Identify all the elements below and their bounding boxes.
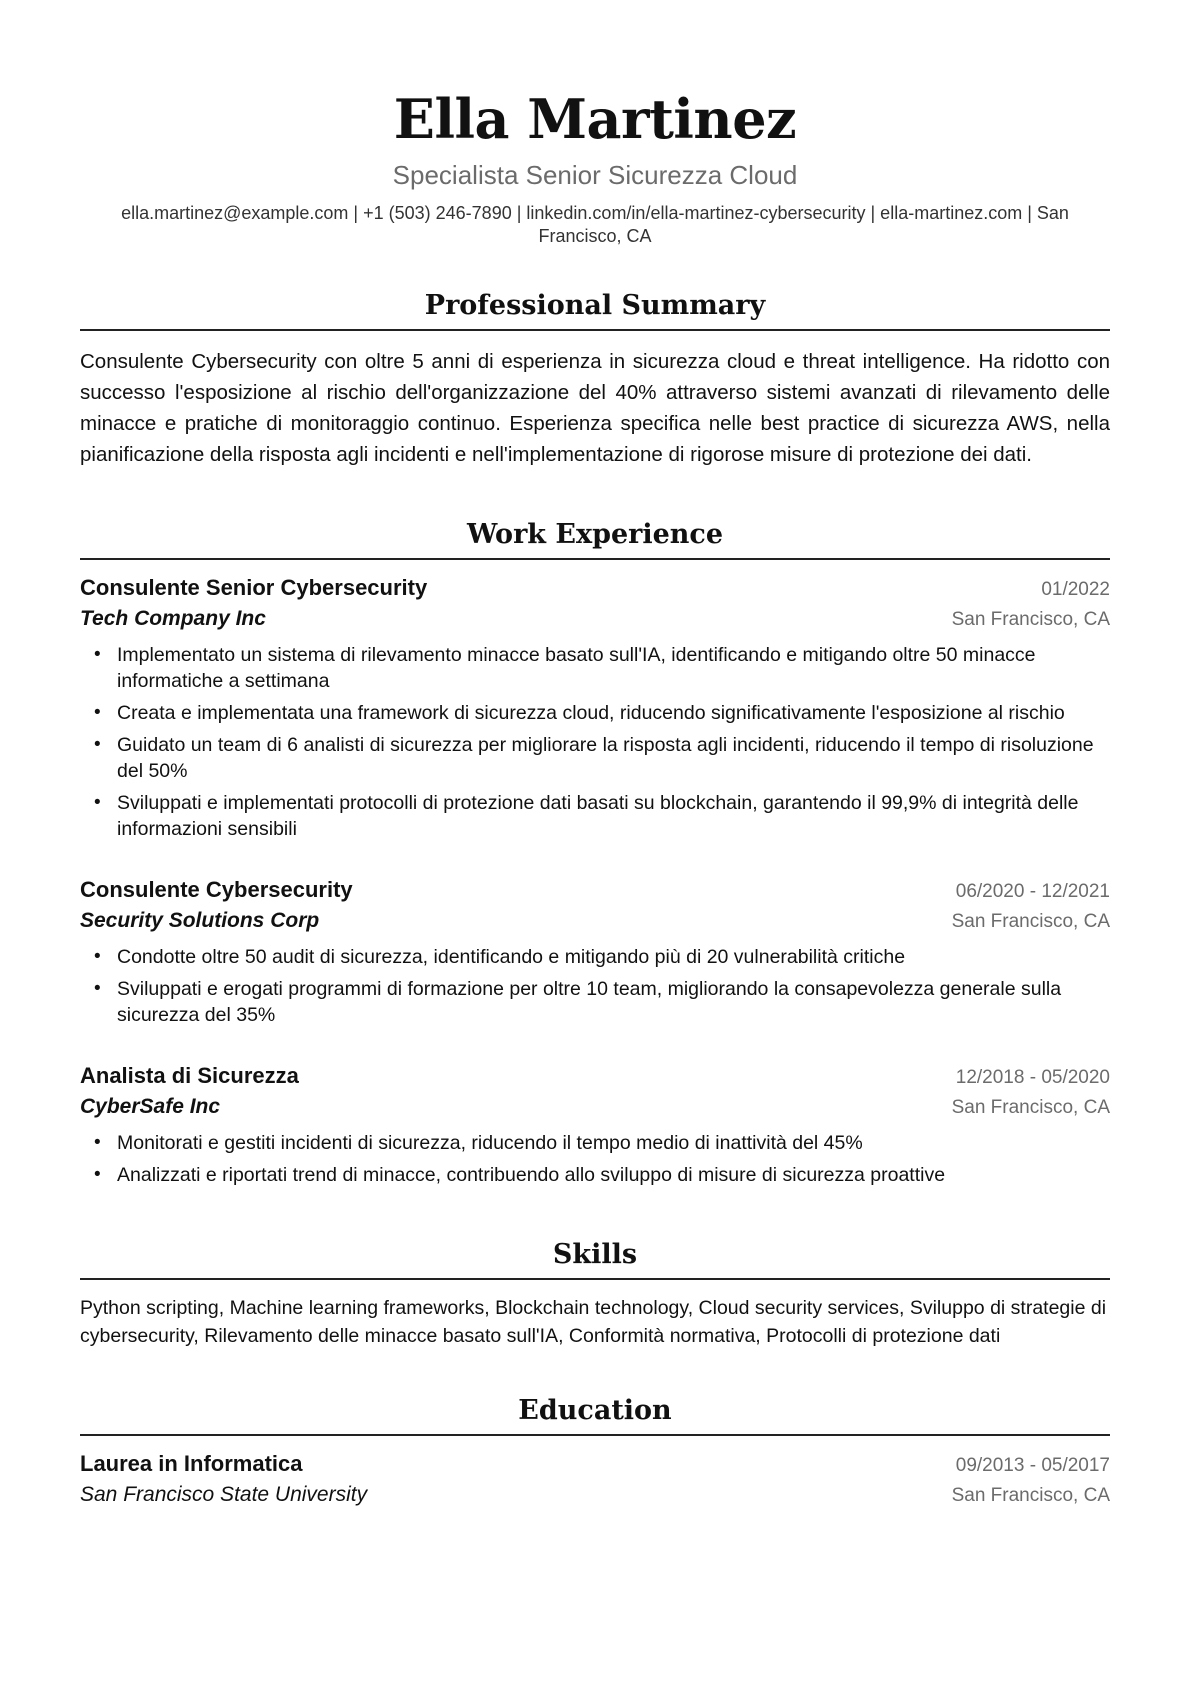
job-bullets bbox=[80, 944, 1110, 1028]
skills-section bbox=[80, 1238, 1110, 1350]
job-date: 12/2018 - 05/2020 bbox=[955, 1067, 1110, 1088]
education-school: San Francisco State University bbox=[80, 1483, 368, 1506]
education-divider bbox=[80, 1434, 1110, 1436]
job-location: San Francisco, CA bbox=[951, 609, 1110, 630]
job-title: Consulente Cybersecurity bbox=[80, 877, 353, 902]
job-date: 01/2022 bbox=[1041, 579, 1110, 600]
job-subheader bbox=[80, 1092, 1110, 1122]
skills-heading: Skills bbox=[552, 1239, 638, 1270]
job-location: San Francisco, CA bbox=[951, 1097, 1110, 1118]
list-item: • Sviluppati e implementati protocolli di protezione dati basati su blockchain, garantendo il 99,9% di integrità delle informazioni sensibili bbox=[80, 790, 1110, 842]
education-header bbox=[80, 1450, 1110, 1480]
job-bullets bbox=[80, 642, 1110, 842]
job-header bbox=[80, 876, 1110, 906]
education-subheader bbox=[80, 1480, 1110, 1510]
job-entry bbox=[80, 1062, 1110, 1188]
job-location: San Francisco, CA bbox=[951, 911, 1110, 932]
experience-divider bbox=[80, 558, 1110, 560]
summary-section bbox=[80, 289, 1110, 470]
education-degree: Laurea in Informatica bbox=[80, 1451, 303, 1476]
education-entry bbox=[80, 1450, 1110, 1510]
education-heading: Education bbox=[518, 1395, 672, 1426]
job-company: CyberSafe Inc bbox=[80, 1095, 221, 1118]
list-item: • Guidato un team di 6 analisti di sicurezza per migliorare la risposta agli incidenti, riducendo il tempo di risoluzione del 50% bbox=[80, 732, 1110, 784]
list-item: • Monitorati e gestiti incidenti di sicurezza, riducendo il tempo medio di inattività del 45% bbox=[80, 1130, 1110, 1156]
education-location: San Francisco, CA bbox=[951, 1485, 1110, 1506]
list-item: • Creata e implementata una framework di sicurezza cloud, riducendo significativamente l'esposizione al rischio bbox=[80, 700, 1110, 726]
job-company: Security Solutions Corp bbox=[80, 909, 320, 932]
job-title: Analista di Sicurezza bbox=[80, 1063, 299, 1088]
candidate-title: Specialista Senior Sicurezza Cloud bbox=[392, 160, 798, 190]
summary-text: Consulente Cybersecurity con oltre 5 anni di esperienza in sicurezza cloud e threat intelligence. Ha ridotto con successo l'esposizione al rischio dell'organizzazione del 40% attraverso sistemi avanzati di rilevamento delle minacce e pratiche di monitoraggio continuo. Esperienza specifica nelle best practice di sicurezza AWS, nella pianificazione della risposta agli incidenti e nell'implementazione di rigorose misure di protezione dei dati. bbox=[80, 350, 1110, 466]
summary-heading: Professional Summary bbox=[424, 290, 766, 321]
candidate-name: Ella Martinez bbox=[393, 87, 797, 151]
job-header bbox=[80, 574, 1110, 604]
contact-line: ella.martinez@example.com | +1 (503) 246-7890 | linkedin.com/in/ella-martinez-cybersecurity | ella-martinez.com | San Francisco, CA bbox=[121, 203, 1069, 246]
job-bullets bbox=[80, 1130, 1110, 1188]
list-item: • Sviluppati e erogati programmi di formazione per oltre 10 team, migliorando la consapevolezza generale sulla sicurezza del 35% bbox=[80, 976, 1110, 1028]
job-entry bbox=[80, 574, 1110, 842]
job-entry bbox=[80, 876, 1110, 1028]
experience-section bbox=[80, 518, 1110, 1188]
education-section bbox=[80, 1394, 1110, 1510]
skills-text: Python scripting, Machine learning frameworks, Blockchain technology, Cloud security services, Sviluppo di strategie di cybersecurity, Rilevamento delle minacce basato sull'IA, Conformità normativa, Protocolli di protezione dati bbox=[80, 1297, 1107, 1347]
list-item: • Analizzati e riportati trend di minacce, contribuendo allo sviluppo di misure di sicurezza proattive bbox=[80, 1162, 1110, 1188]
experience-heading: Work Experience bbox=[466, 519, 724, 550]
job-title: Consulente Senior Cybersecurity bbox=[80, 575, 428, 600]
job-header bbox=[80, 1062, 1110, 1092]
job-date: 06/2020 - 12/2021 bbox=[955, 881, 1110, 902]
job-subheader bbox=[80, 604, 1110, 634]
skills-divider bbox=[80, 1278, 1110, 1280]
job-subheader bbox=[80, 906, 1110, 936]
summary-divider bbox=[80, 329, 1110, 331]
list-item: • Implementato un sistema di rilevamento minacce basato sull'IA, identificando e mitigando oltre 50 minacce informatiche a settimana bbox=[80, 642, 1110, 694]
job-company: Tech Company Inc bbox=[80, 607, 266, 630]
education-date: 09/2013 - 05/2017 bbox=[955, 1455, 1110, 1476]
list-item: • Condotte oltre 50 audit di sicurezza, identificando e mitigando più di 20 vulnerabilità critiche bbox=[80, 944, 1110, 970]
